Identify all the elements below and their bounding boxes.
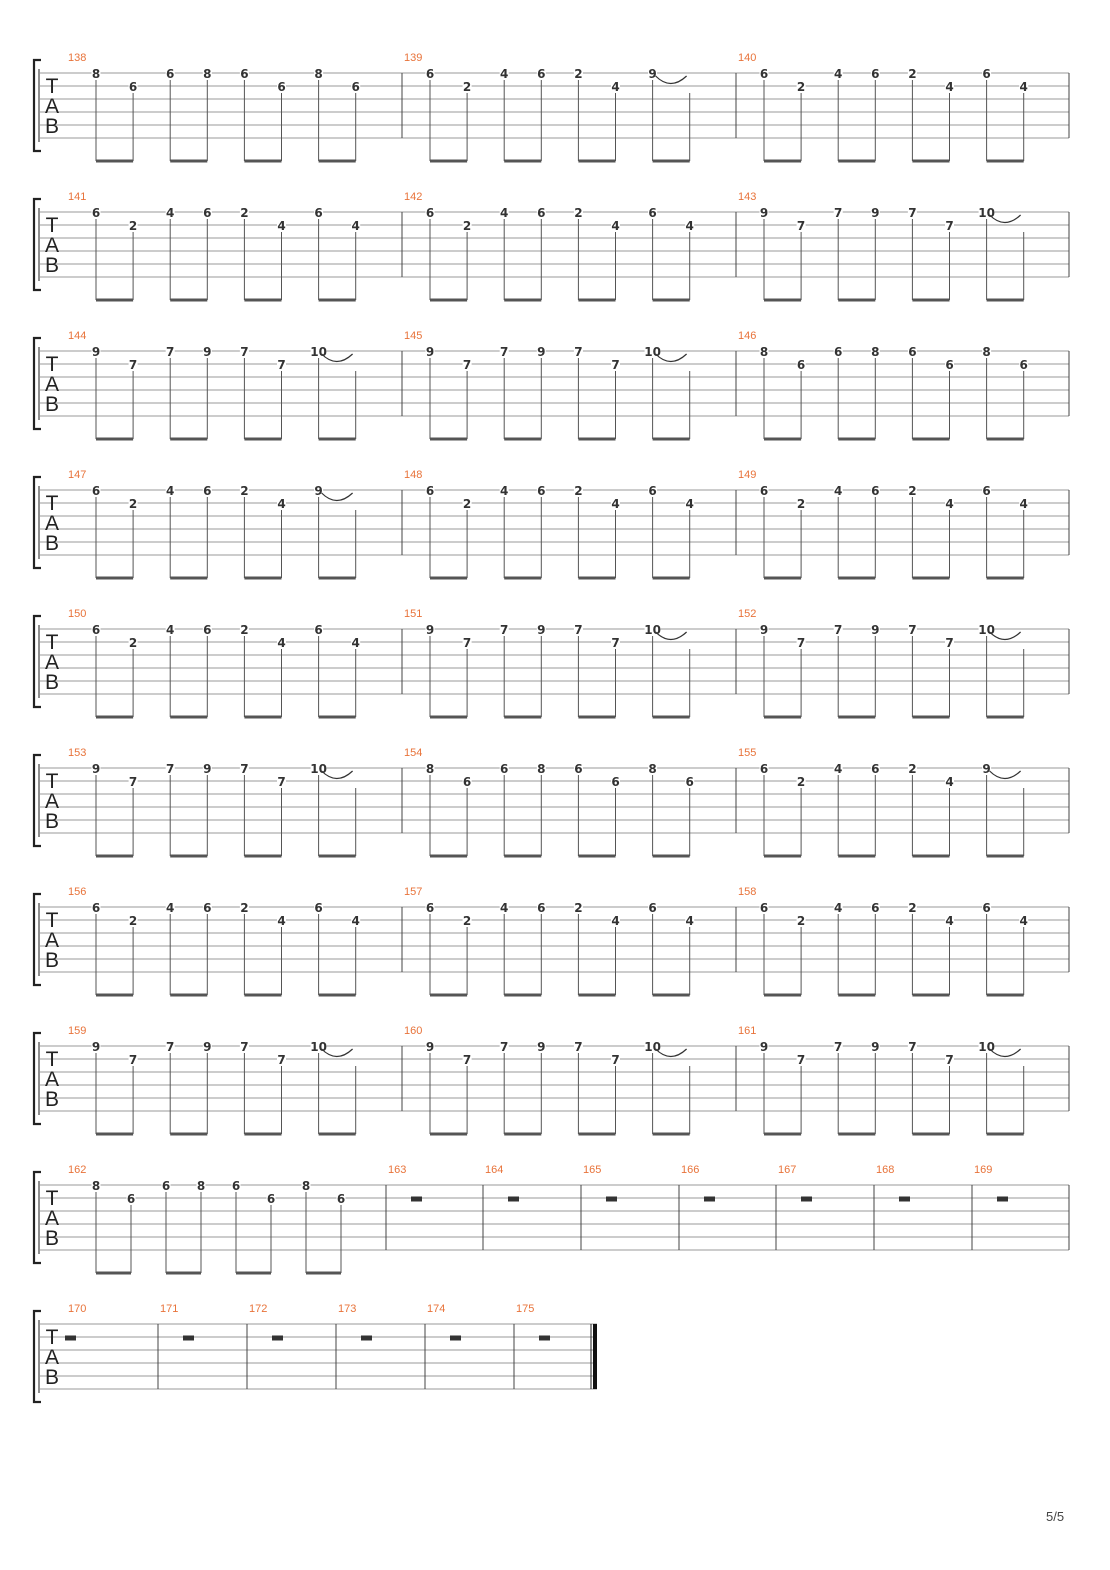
fret-number: 4 [611, 219, 620, 233]
measure-number: 145 [404, 330, 423, 342]
tab-clef-letter: B [44, 671, 60, 694]
system-bracket [34, 199, 41, 290]
fret-number: 2 [240, 484, 249, 498]
fret-number: 6 [982, 901, 991, 915]
fret-number: 9 [314, 484, 323, 498]
fret-number: 4 [277, 219, 286, 233]
fret-number: 4 [166, 206, 175, 220]
measure-number: 147 [68, 469, 87, 481]
fret-number: 10 [310, 762, 327, 776]
measure-number: 163 [388, 1164, 407, 1176]
whole-rest [606, 1197, 617, 1202]
system-bracket [34, 60, 41, 151]
fret-number: 6 [759, 762, 769, 776]
measure-number: 167 [778, 1164, 797, 1176]
fret-number: 6 [871, 67, 880, 81]
measure-number: 156 [68, 886, 87, 898]
measure-number: 142 [404, 191, 423, 203]
measure-number: 148 [404, 469, 423, 481]
fret-number: 2 [462, 914, 472, 928]
fret-number: 2 [796, 497, 806, 511]
fret-number: 8 [203, 67, 212, 81]
fret-number: 2 [462, 497, 472, 511]
measure-number: 173 [338, 1303, 357, 1315]
fret-number: 7 [462, 358, 472, 372]
fret-number: 6 [759, 901, 769, 915]
fret-number: 6 [537, 67, 546, 81]
fret-number: 7 [611, 1053, 620, 1067]
fret-number: 10 [644, 345, 661, 359]
fret-number: 7 [500, 345, 509, 359]
fret-number: 6 [336, 1192, 346, 1206]
fret-number: 7 [574, 345, 583, 359]
fret-number: 6 [871, 762, 880, 776]
fret-number: 7 [908, 206, 917, 220]
whole-rest [183, 1336, 194, 1341]
fret-number: 4 [351, 914, 360, 928]
fret-number: 4 [945, 497, 954, 511]
measure-number: 168 [876, 1164, 895, 1176]
fret-number: 10 [644, 623, 661, 637]
fret-number: 9 [871, 206, 880, 220]
measure-number: 158 [738, 886, 757, 898]
system-bracket [34, 1033, 41, 1124]
measure-number: 169 [974, 1164, 993, 1176]
final-barline-thick [593, 1324, 597, 1389]
fret-number: 6 [91, 623, 101, 637]
fret-number: 7 [945, 1053, 954, 1067]
fret-number: 6 [871, 484, 880, 498]
fret-number: 10 [978, 206, 995, 220]
fret-number: 6 [203, 206, 212, 220]
fret-number: 2 [796, 775, 806, 789]
fret-number: 4 [277, 914, 286, 928]
measure-number: 149 [738, 469, 757, 481]
fret-number: 2 [908, 484, 917, 498]
tab-clef-letter: A [44, 95, 60, 118]
tab-clef-letter: A [44, 651, 60, 674]
fret-number: 4 [685, 914, 694, 928]
fret-number: 9 [91, 345, 101, 359]
whole-rest [801, 1197, 812, 1202]
fret-number: 10 [310, 1040, 327, 1054]
fret-number: 2 [240, 901, 249, 915]
tab-clef-letter: A [44, 929, 60, 952]
fret-number: 6 [203, 484, 212, 498]
fret-number: 7 [128, 358, 138, 372]
fret-number: 6 [537, 206, 546, 220]
fret-number: 6 [425, 901, 435, 915]
tab-clef-letter: A [44, 1068, 60, 1091]
tab-clef-letter: T [45, 770, 59, 793]
fret-number: 4 [500, 901, 509, 915]
fret-number: 6 [161, 1179, 171, 1193]
fret-number: 10 [978, 623, 995, 637]
tie-slur [656, 76, 687, 84]
tab-clef-letter: T [45, 631, 59, 654]
fret-number: 7 [277, 775, 286, 789]
fret-number: 4 [277, 636, 286, 650]
fret-number: 4 [945, 775, 954, 789]
fret-number: 6 [537, 484, 546, 498]
fret-number: 6 [203, 901, 212, 915]
whole-rest [704, 1197, 715, 1202]
tab-clef-letter: T [45, 1326, 59, 1349]
fret-number: 4 [166, 901, 175, 915]
fret-number: 6 [240, 67, 249, 81]
fret-number: 4 [685, 497, 694, 511]
measure-number: 175 [516, 1303, 535, 1315]
measure-number: 159 [68, 1025, 87, 1037]
fret-number: 9 [537, 345, 546, 359]
fret-number: 8 [759, 345, 769, 359]
system-bracket [34, 616, 41, 707]
fret-number: 7 [796, 219, 806, 233]
fret-number: 4 [166, 484, 175, 498]
fret-number: 2 [574, 206, 583, 220]
fret-number: 4 [834, 762, 843, 776]
fret-number: 6 [796, 358, 806, 372]
whole-rest [272, 1336, 283, 1341]
tab-clef-letter: A [44, 234, 60, 257]
fret-number: 8 [91, 67, 101, 81]
tab-clef-letter: A [44, 373, 60, 396]
fret-number: 2 [908, 901, 917, 915]
measure-number: 141 [68, 191, 87, 203]
measure-number: 172 [249, 1303, 268, 1315]
fret-number: 9 [425, 623, 435, 637]
measure-number: 154 [404, 747, 423, 759]
measure-number: 157 [404, 886, 423, 898]
tab-clef-letter: A [44, 512, 60, 535]
fret-number: 8 [982, 345, 991, 359]
fret-number: 4 [834, 484, 843, 498]
tab-clef-letter: B [44, 115, 60, 138]
fret-number: 6 [277, 80, 286, 94]
page-number: 5/5 [1046, 1509, 1065, 1524]
fret-number: 6 [462, 775, 472, 789]
fret-number: 8 [537, 762, 546, 776]
fret-number: 4 [945, 914, 954, 928]
tab-clef-letter: A [44, 790, 60, 813]
system-bracket [34, 1172, 41, 1263]
measure-number: 151 [404, 608, 423, 620]
fret-number: 9 [203, 1040, 212, 1054]
measure-number: 161 [738, 1025, 757, 1037]
fret-number: 4 [1019, 914, 1028, 928]
fret-number: 9 [871, 623, 880, 637]
measure-number: 139 [404, 52, 423, 64]
fret-number: 6 [908, 345, 917, 359]
fret-number: 6 [834, 345, 843, 359]
tab-clef-letter: T [45, 353, 59, 376]
fret-number: 2 [908, 67, 917, 81]
tab-clef-letter: B [44, 1366, 60, 1389]
tab-clef-letter: B [44, 949, 60, 972]
whole-rest [899, 1197, 910, 1202]
measure-number: 152 [738, 608, 757, 620]
fret-number: 7 [611, 636, 620, 650]
fret-number: 7 [908, 1040, 917, 1054]
measure-number: 171 [160, 1303, 179, 1315]
whole-rest [997, 1197, 1008, 1202]
fret-number: 7 [166, 762, 175, 776]
fret-number: 9 [91, 762, 101, 776]
fret-number: 9 [982, 762, 991, 776]
fret-number: 6 [231, 1179, 241, 1193]
fret-number: 4 [166, 623, 175, 637]
fret-number: 6 [425, 67, 435, 81]
fret-number: 2 [574, 484, 583, 498]
fret-number: 6 [685, 775, 694, 789]
fret-number: 4 [945, 80, 954, 94]
fret-number: 7 [462, 1053, 472, 1067]
measure-number: 143 [738, 191, 757, 203]
fret-number: 6 [425, 484, 435, 498]
fret-number: 2 [574, 901, 583, 915]
fret-number: 7 [277, 1053, 286, 1067]
fret-number: 7 [128, 1053, 138, 1067]
tab-clef-letter: T [45, 75, 59, 98]
fret-number: 6 [91, 206, 101, 220]
fret-number: 7 [908, 623, 917, 637]
fret-number: 6 [203, 623, 212, 637]
fret-number: 4 [500, 484, 509, 498]
fret-number: 9 [425, 1040, 435, 1054]
fret-number: 8 [425, 762, 435, 776]
fret-number: 2 [240, 623, 249, 637]
measure-number: 164 [485, 1164, 504, 1176]
system-bracket [34, 894, 41, 985]
system-bracket [34, 477, 41, 568]
fret-number: 7 [945, 219, 954, 233]
whole-rest [361, 1336, 372, 1341]
fret-number: 6 [871, 901, 880, 915]
whole-rest [65, 1336, 76, 1341]
fret-number: 9 [871, 1040, 880, 1054]
system-bracket [34, 1311, 41, 1402]
fret-number: 9 [203, 345, 212, 359]
fret-number: 7 [166, 1040, 175, 1054]
whole-rest [450, 1336, 461, 1341]
tie-slur [990, 771, 1021, 779]
tab-clef-letter: T [45, 214, 59, 237]
tab-clef-letter: T [45, 1187, 59, 1210]
fret-number: 6 [537, 901, 546, 915]
fret-number: 2 [574, 67, 583, 81]
fret-number: 4 [611, 80, 620, 94]
measure-number: 138 [68, 52, 87, 64]
fret-number: 2 [462, 80, 472, 94]
fret-number: 9 [91, 1040, 101, 1054]
fret-number: 4 [685, 219, 694, 233]
fret-number: 7 [574, 1040, 583, 1054]
fret-number: 6 [1019, 358, 1028, 372]
fret-number: 9 [759, 1040, 769, 1054]
fret-number: 7 [240, 762, 249, 776]
fret-number: 6 [982, 67, 991, 81]
system-bracket [34, 338, 41, 429]
fret-number: 7 [500, 623, 509, 637]
fret-number: 4 [834, 67, 843, 81]
fret-number: 2 [128, 914, 138, 928]
fret-number: 9 [425, 345, 435, 359]
fret-number: 8 [91, 1179, 101, 1193]
fret-number: 6 [314, 206, 323, 220]
tab-clef-letter: A [44, 1207, 60, 1230]
fret-number: 7 [611, 358, 620, 372]
fret-number: 8 [871, 345, 880, 359]
fret-number: 2 [908, 762, 917, 776]
fret-number: 6 [314, 623, 323, 637]
whole-rest [411, 1197, 422, 1202]
tab-clef-letter: T [45, 1048, 59, 1071]
fret-number: 6 [500, 762, 509, 776]
fret-number: 6 [574, 762, 583, 776]
fret-number: 7 [166, 345, 175, 359]
fret-number: 6 [611, 775, 620, 789]
fret-number: 7 [796, 1053, 806, 1067]
fret-number: 7 [500, 1040, 509, 1054]
fret-number: 4 [1019, 80, 1028, 94]
whole-rest [508, 1197, 519, 1202]
fret-number: 7 [834, 1040, 843, 1054]
fret-number: 4 [351, 219, 360, 233]
tab-clef-letter: B [44, 532, 60, 555]
fret-number: 6 [91, 901, 101, 915]
tie-slur [322, 493, 353, 501]
fret-number: 6 [648, 901, 657, 915]
fret-number: 2 [796, 914, 806, 928]
measure-number: 140 [738, 52, 757, 64]
fret-number: 4 [277, 497, 286, 511]
fret-number: 7 [796, 636, 806, 650]
fret-number: 4 [611, 497, 620, 511]
tab-clef-letter: A [44, 1346, 60, 1369]
fret-number: 2 [128, 636, 138, 650]
fret-number: 9 [648, 67, 657, 81]
measure-number: 153 [68, 747, 87, 759]
fret-number: 6 [266, 1192, 276, 1206]
fret-number: 6 [314, 901, 323, 915]
fret-number: 9 [537, 623, 546, 637]
fret-number: 8 [648, 762, 657, 776]
fret-number: 9 [759, 206, 769, 220]
fret-number: 6 [351, 80, 360, 94]
fret-number: 8 [301, 1179, 311, 1193]
fret-number: 2 [796, 80, 806, 94]
fret-number: 9 [203, 762, 212, 776]
measure-number: 165 [583, 1164, 602, 1176]
measure-number: 150 [68, 608, 87, 620]
fret-number: 7 [277, 358, 286, 372]
tab-clef-letter: T [45, 492, 59, 515]
fret-number: 2 [128, 497, 138, 511]
fret-number: 2 [128, 219, 138, 233]
fret-number: 6 [425, 206, 435, 220]
tab-clef-letter: B [44, 1088, 60, 1111]
fret-number: 4 [611, 914, 620, 928]
measure-number: 155 [738, 747, 757, 759]
fret-number: 4 [834, 901, 843, 915]
fret-number: 6 [945, 358, 954, 372]
fret-number: 7 [834, 206, 843, 220]
fret-number: 4 [500, 206, 509, 220]
tab-clef-letter: B [44, 393, 60, 416]
measure-number: 170 [68, 1303, 87, 1315]
fret-number: 2 [240, 206, 249, 220]
measure-number: 160 [404, 1025, 423, 1037]
fret-number: 7 [945, 636, 954, 650]
fret-number: 7 [128, 775, 138, 789]
fret-number: 8 [196, 1179, 206, 1193]
fret-number: 7 [240, 345, 249, 359]
fret-number: 8 [314, 67, 323, 81]
fret-number: 9 [759, 623, 769, 637]
fret-number: 6 [91, 484, 101, 498]
fret-number: 6 [126, 1192, 136, 1206]
measure-number: 162 [68, 1164, 87, 1176]
fret-number: 6 [648, 484, 657, 498]
measure-number: 144 [68, 330, 87, 342]
fret-number: 2 [462, 219, 472, 233]
fret-number: 6 [982, 484, 991, 498]
fret-number: 10 [310, 345, 327, 359]
fret-number: 6 [759, 67, 769, 81]
fret-number: 7 [834, 623, 843, 637]
fret-number: 6 [128, 80, 138, 94]
measure-number: 166 [681, 1164, 700, 1176]
fret-number: 9 [537, 1040, 546, 1054]
tab-clef-letter: B [44, 1227, 60, 1250]
fret-number: 10 [644, 1040, 661, 1054]
fret-number: 6 [759, 484, 769, 498]
measure-number: 146 [738, 330, 757, 342]
measure-number: 174 [427, 1303, 446, 1315]
fret-number: 6 [166, 67, 175, 81]
fret-number: 7 [462, 636, 472, 650]
fret-number: 6 [648, 206, 657, 220]
tab-clef-letter: B [44, 254, 60, 277]
fret-number: 4 [1019, 497, 1028, 511]
tab-clef-letter: B [44, 810, 60, 833]
fret-number: 4 [500, 67, 509, 81]
fret-number: 7 [574, 623, 583, 637]
fret-number: 4 [351, 636, 360, 650]
whole-rest [539, 1336, 550, 1341]
tab-clef-letter: T [45, 909, 59, 932]
system-bracket [34, 755, 41, 846]
fret-number: 10 [978, 1040, 995, 1054]
fret-number: 7 [240, 1040, 249, 1054]
